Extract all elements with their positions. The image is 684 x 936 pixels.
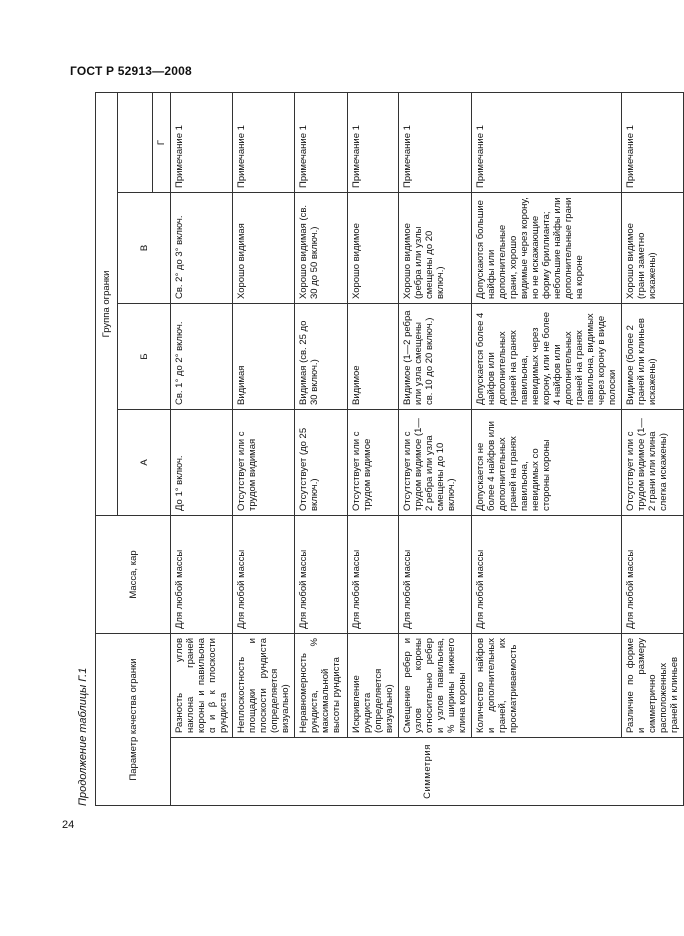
group-v-cell: Хорошо видимое (ребра или узлы смещены до 20 включ.) <box>399 193 472 304</box>
mass-cell: Для любой массы <box>399 516 472 634</box>
group-a-cell: Отсутствует или с трудом видимая <box>233 410 295 516</box>
group-a-cell: Отсутствует или с трудом видимое <box>348 410 399 516</box>
header-mass: Масса, кар <box>96 516 171 634</box>
mass-cell: Для любой массы <box>472 516 622 634</box>
group-a-cell: До 1° включ. <box>171 410 233 516</box>
group-g-cell: Примечание 1 <box>171 92 233 192</box>
header-row-1 <box>96 92 118 805</box>
group-a-cell: Отсутствует (до 25 включ.) <box>295 410 348 516</box>
group-a-cell: Отсутствует или с трудом видимое (1—2 грани или клина слегка искажены) <box>622 410 684 516</box>
group-b-cell: Видимая (св. 25 до 30 включ.) <box>295 304 348 410</box>
category-label: Симметрия <box>421 744 433 799</box>
header-col-v: В <box>118 193 171 304</box>
header-col-g-spacer <box>118 92 153 192</box>
mass-cell: Для любой массы <box>348 516 399 634</box>
page-number: 24 <box>62 819 75 831</box>
category-cell <box>171 738 684 806</box>
param-cell: Искривление рундиста (определяется визуально) <box>348 634 399 738</box>
param-cell: Неравномерность рундиста, % максимальной высоты рундиста <box>295 634 348 738</box>
group-a-cell: Допускается не более 4 найфов или дополнительных граней на гранях павильона, невидимых со стороны короны <box>472 410 622 516</box>
document-header: ГОСТ Р 52913—2008 <box>70 64 192 78</box>
group-b-cell: Видимая <box>233 304 295 410</box>
table-row <box>348 92 399 805</box>
group-g-cell: Примечание 1 <box>472 92 622 192</box>
group-b-cell: Видимое (более 2 граней или клиньев искажены) <box>622 304 684 410</box>
table-row <box>295 92 348 805</box>
param-cell: Смещение ребер и узлов короны относительно ребер и узлов павильона, % ширины нижнего клина короны <box>399 634 472 738</box>
header-group: Группа огранки <box>96 92 118 515</box>
group-v-cell: Допускаются большие найфы или дополнительные грани, хорошо видимые через корону, но не искажающие форму бриллианта; небольшие найфы или дополнительные грани на короне <box>472 193 622 304</box>
group-b-cell: Видимое <box>348 304 399 410</box>
group-g-cell: Примечание 1 <box>399 92 472 192</box>
group-b-cell: Св. 1° до 2° включ. <box>171 304 233 410</box>
table-row <box>399 92 472 805</box>
mass-cell: Для любой массы <box>171 516 233 634</box>
group-v-cell: Св. 2° до 3° включ. <box>171 193 233 304</box>
group-v-cell: Хорошо видимая <box>233 193 295 304</box>
group-g-cell: Примечание 1 <box>233 92 295 192</box>
header-col-b: Б <box>118 304 171 410</box>
header-col-g: Г <box>153 92 171 192</box>
param-cell: Различие по форме и размеру симметрично расположенных граней и клиньев <box>622 634 684 738</box>
header-col-a: А <box>118 410 171 516</box>
param-cell: Количество найфов и дополнительных граней, их просматриваемость <box>472 634 622 738</box>
param-cell: Разность углов наклона граней короны и павильона α и β к плоскости рундиста <box>171 634 233 738</box>
table-row <box>171 92 233 805</box>
group-v-cell: Хорошо видимое <box>348 193 399 304</box>
group-g-cell: Примечание 1 <box>348 92 399 192</box>
group-b-cell: Видимое (1—2 ребра или узла смещены св. 10 до 20 включ.) <box>399 304 472 410</box>
group-g-cell: Примечание 1 <box>295 92 348 192</box>
param-cell: Неплоскостность площадки и плоскости рундиста (определяется визуально) <box>233 634 295 738</box>
group-b-cell: Допускается более 4 найфов или дополнительных граней на гранях павильона, невидимых через корону, или не более 4 найфов или дополнительных граней на гранях павильона, видимых через корону в виде полоски <box>472 304 622 410</box>
rotated-table-block <box>71 93 680 806</box>
group-a-cell: Отсутствует или с трудом видимое (1—2 ребра или узла смещены до 10 включ.) <box>399 410 472 516</box>
table-row <box>472 92 622 805</box>
quality-table-container <box>95 93 680 806</box>
table-continued-label: Продолжение таблицы Г.1 <box>77 667 89 806</box>
mass-cell: Для любой массы <box>622 516 684 634</box>
mass-cell: Для любой массы <box>233 516 295 634</box>
mass-cell: Для любой массы <box>295 516 348 634</box>
group-v-cell: Хорошо видимая (св. 30 до 50 включ.) <box>295 193 348 304</box>
header-param: Параметр качества огранки <box>96 634 171 806</box>
table-row <box>233 92 295 805</box>
quality-table <box>95 92 684 806</box>
group-g-cell: Примечание 1 <box>622 92 684 192</box>
group-v-cell: Хорошо видимое (грани заметно искажены) <box>622 193 684 304</box>
table-row <box>622 92 684 805</box>
